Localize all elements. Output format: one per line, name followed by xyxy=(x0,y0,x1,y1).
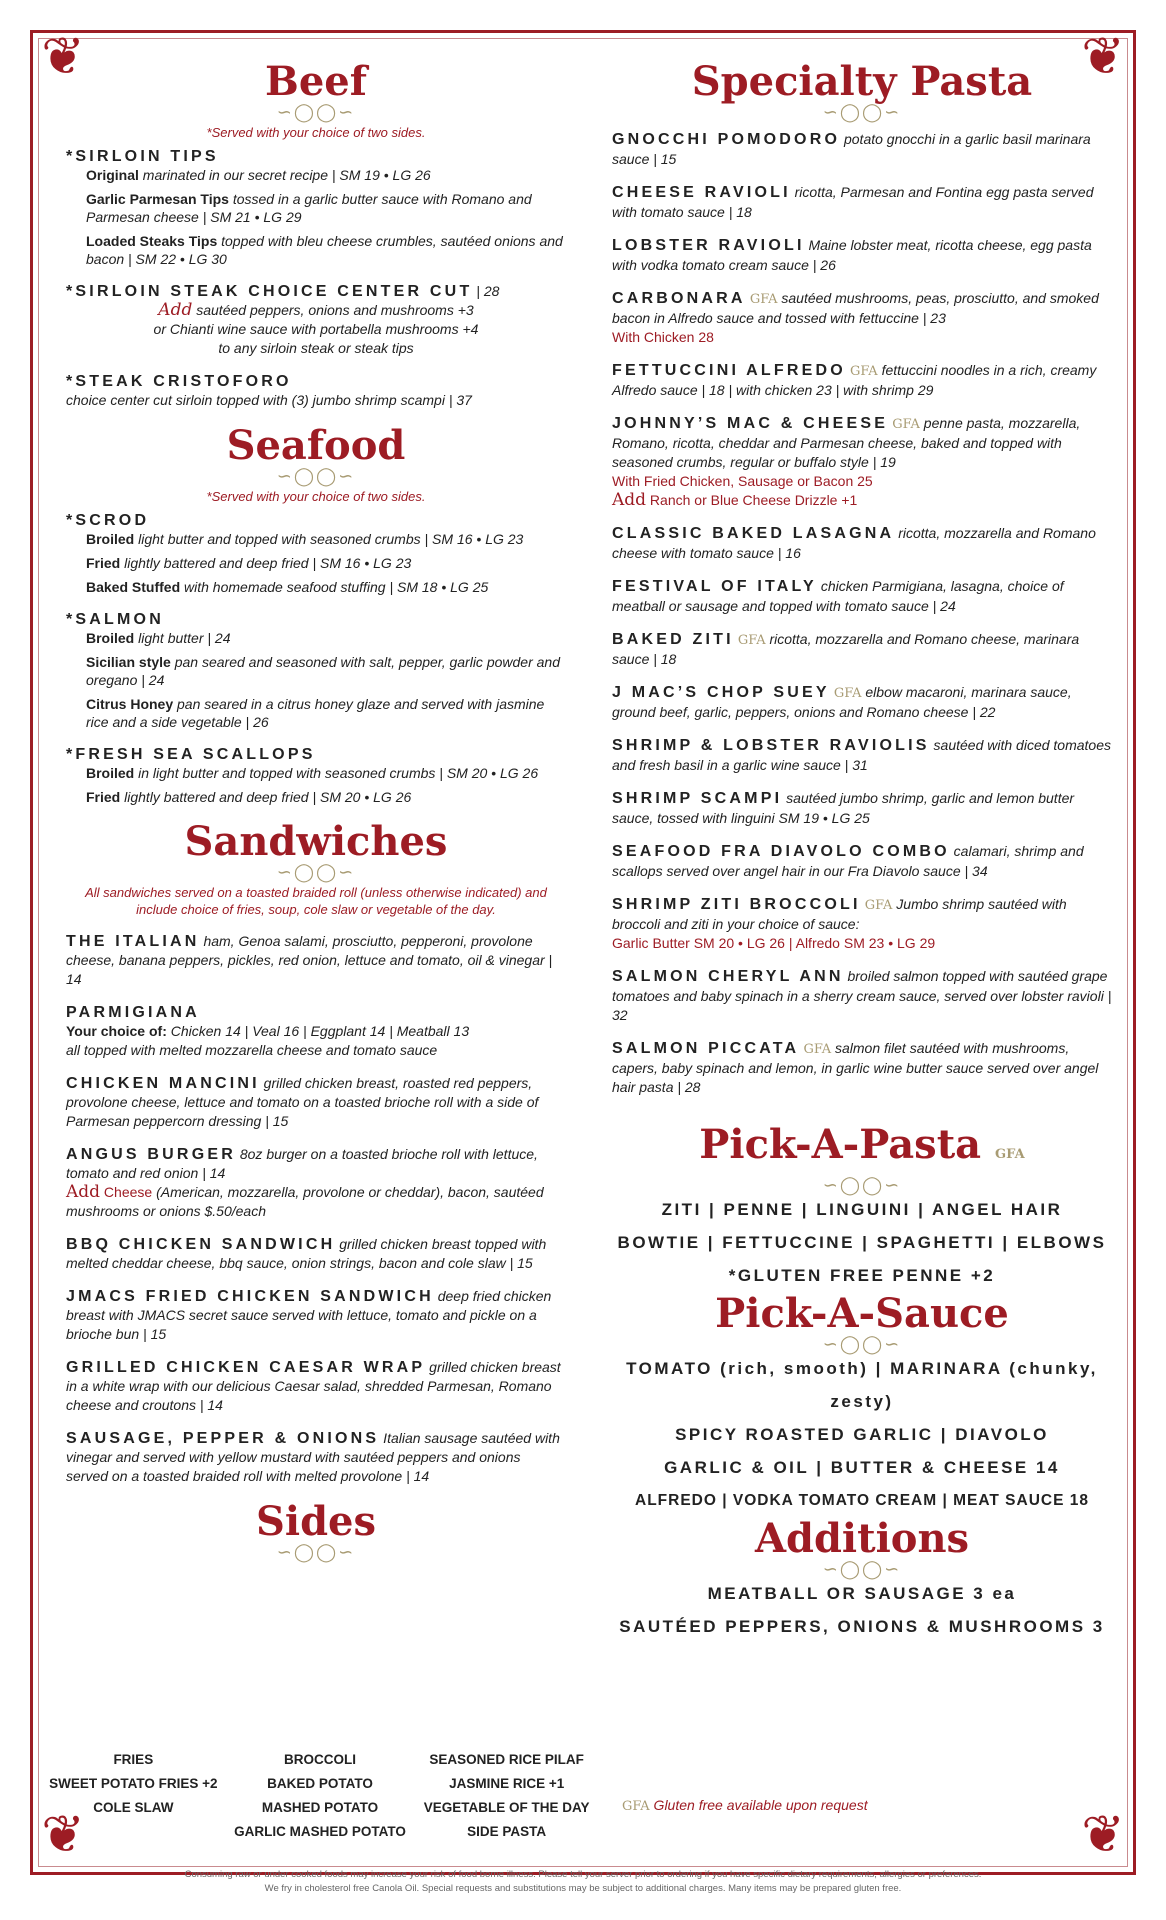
sauce-choices-3: GARLIC & OIL | BUTTER & CHEESE 14 xyxy=(664,1458,1060,1477)
pasta-item: SALMON CHERYL ANN broiled salmon topped with sautéed grape tomatoes and baby spinach in a sherry cream sauce, served over lobster ravioli | 32 xyxy=(612,968,1112,1023)
item-price: | 28 xyxy=(472,283,500,299)
pick-a-pasta-title: Pick-A-Pasta GFA xyxy=(699,1121,1025,1168)
side-item: GARLIC MASHED POTATO xyxy=(234,1824,406,1839)
sandwich-item: BBQ CHICKEN SANDWICH grilled chicken breast topped with melted cheddar cheese, bbq sauce, onion strings, bacon and cole slaw | 15 xyxy=(66,1236,547,1271)
sides-grid xyxy=(40,1752,600,1839)
pasta-item: CARBONARA GFA sautéed mushrooms, peas, prosciutto, and smoked bacon in Alfredo sauce and tossed with fettuccine | 23 With Chicken 28 xyxy=(612,290,1099,345)
corner-ornament-bottom-left: ❦ xyxy=(41,1805,85,1865)
pasta-item: BAKED ZITI GFA ricotta, mozzarella and Romano cheese, marinara sauce | 18 xyxy=(612,631,1080,667)
sauce-choices-4: ALFREDO | VODKA TOMATO CREAM | MEAT SAUCE 18 xyxy=(635,1492,1089,1509)
beef-title: Beef xyxy=(265,58,367,105)
pasta-item: SHRIMP SCAMPI sautéed jumbo shrimp, garlic and lemon butter sauce, tossed with linguini SM 19 • LG 25 xyxy=(612,790,1075,826)
salmon xyxy=(66,610,566,731)
gfa-legend: GFA Gluten free available upon request xyxy=(622,1797,868,1814)
swirl-divider: ∽◯◯∽ xyxy=(822,1559,902,1579)
sub-item: Broiled light butter and topped with seasoned crumbs | SM 16 • LG 23 xyxy=(86,531,524,547)
sirloin-choice-cut xyxy=(66,282,566,358)
pasta-item: J MAC’S CHOP SUEY GFA elbow macaroni, marinara sauce, ground beef, garlic, peppers, onions and Romano cheese | 22 xyxy=(612,684,1072,720)
swirl-divider: ∽◯◯∽ xyxy=(276,466,356,486)
swirl-divider: ∽◯◯∽ xyxy=(822,1175,902,1195)
pick-a-sauce-title: Pick-A-Sauce xyxy=(715,1290,1009,1337)
steak-cristoforo xyxy=(66,372,566,410)
swirl-divider: ∽◯◯∽ xyxy=(276,862,356,882)
pasta-item: CLASSIC BAKED LASAGNA ricotta, mozzarella and Romano cheese with tomato sauce | 16 xyxy=(612,525,1096,561)
side-item: BAKED POTATO xyxy=(267,1776,373,1791)
sandwich-item: CHICKEN MANCINI grilled chicken breast, roasted red peppers, provolone cheese, lettuce and tomato on a toasted brioche roll with a side of Parmesan peppercorn dressing | 15 xyxy=(66,1075,539,1129)
sandwich-item: PARMIGIANA Your choice of: Chicken 14 | Veal 16 | Eggplant 14 | Meatball 13 all topped with melted mozzarella cheese and tomato sauce xyxy=(66,1004,470,1058)
additions-line-1: MEATBALL OR SAUSAGE 3 ea xyxy=(707,1584,1017,1603)
item-name: *STEAK CRISTOFORO xyxy=(66,373,292,390)
specialty-pasta-title: Specialty Pasta xyxy=(691,58,1033,105)
item-desc: choice center cut sirloin topped with (3) jumbo shrimp scampi | 37 xyxy=(66,392,472,408)
pasta-item: JOHNNY’S MAC & CHEESE GFA penne pasta, mozzarella, Romano, ricotta, cheddar and Parmesan cheese, baked and topped with seasoned crumbs, regular or buffalo style | 19 With Fried Chicken, Sausage or Bacon 25 Add Ranch or Blue Cheese Drizzle +1 xyxy=(612,415,1081,510)
side-item: MASHED POTATO xyxy=(261,1800,379,1815)
sub-item: Citrus Honey pan seared in a citrus honey glaze and served with jasmine rice and a side vegetable | 26 xyxy=(86,696,545,730)
sub-item: Baked Stuffed with homemade seafood stuffing | SM 18 • LG 25 xyxy=(86,579,489,595)
add-on-text: Add sautéed peppers, onions and mushrooms +3 or Chianti wine sauce with portabella mushrooms +4 to any sirloin steak or steak tips xyxy=(153,300,479,356)
sauce-choices-1: TOMATO (rich, smooth) | MARINARA (chunky, zesty) xyxy=(626,1359,1098,1411)
sub-item: Loaded Steaks Tips topped with bleu cheese crumbles, sautéed onions and bacon | SM 22 • LG 30 xyxy=(86,233,563,267)
pasta-item: SEAFOOD FRA DIAVOLO COMBO calamari, shrimp and scallops served over angel hair in our Fra Diavolo sauce | 34 xyxy=(612,843,1084,879)
side-item xyxy=(40,1824,227,1839)
sub-item: Broiled light butter | 24 xyxy=(86,630,231,646)
footer-line: Consuming raw or under cooked foods may increase your risk of food borne illness. Please tell your server prior to ordering if you have specific dietary requirements, allergies or preferences. xyxy=(184,1869,982,1880)
seafood-title: Seafood xyxy=(226,422,406,469)
sirloin-tips xyxy=(66,147,566,268)
corner-ornament-top-right: ❦ xyxy=(1081,27,1125,87)
sides-title: Sides xyxy=(255,1498,377,1545)
pasta-item: SHRIMP & LOBSTER RAVIOLIS sautéed with diced tomatoes and fresh basil in a garlic wine sauce | 31 xyxy=(612,737,1111,773)
sub-item: Garlic Parmesan Tips tossed in a garlic butter sauce with Romano and Parmesan cheese | SM 21 • LG 29 xyxy=(86,191,532,225)
side-item: SWEET POTATO FRIES +2 xyxy=(49,1776,218,1791)
side-item: SIDE PASTA xyxy=(467,1824,547,1839)
side-item: COLE SLAW xyxy=(93,1800,174,1815)
sub-item: Sicilian style pan seared and seasoned with salt, pepper, garlic powder and oregano | 24 xyxy=(86,654,560,688)
side-item: FRIES xyxy=(113,1752,154,1767)
item-name: *SIRLOIN STEAK CHOICE CENTER CUT xyxy=(66,283,473,300)
sub-item: Broiled in light butter and topped with seasoned crumbs | SM 20 • LG 26 xyxy=(86,765,539,781)
item-name: *SIRLOIN TIPS xyxy=(66,148,219,165)
side-item: JASMINE RICE +1 xyxy=(449,1776,565,1791)
side-item: SEASONED RICE PILAF xyxy=(429,1752,584,1767)
item-name: *SALMON xyxy=(66,611,164,628)
right-column xyxy=(612,60,1112,1643)
sandwich-item: SAUSAGE, PEPPER & ONIONS Italian sausage sautéed with vinegar and served with yellow mustard with sautéed peppers and onions served on a toasted braided roll with melted provolone | 14 xyxy=(66,1430,560,1484)
sauce-choices-2: SPICY ROASTED GARLIC | DIAVOLO xyxy=(675,1425,1049,1444)
side-item: BROCCOLI xyxy=(283,1752,356,1767)
item-name: *FRESH SEA SCALLOPS xyxy=(66,746,316,763)
sub-item: Fried lightly battered and deep fried | SM 16 • LG 23 xyxy=(86,555,412,571)
pasta-choices-3: *GLUTEN FREE PENNE +2 xyxy=(728,1266,996,1285)
swirl-divider: ∽◯◯∽ xyxy=(822,1334,902,1354)
corner-ornament-bottom-right: ❦ xyxy=(1081,1805,1125,1865)
sandwich-item: ANGUS BURGER 8oz burger on a toasted brioche roll with lettuce, tomato and red onion | 14 Add Cheese (American, mozzarella, provolone or cheddar), bacon, sautéed mushrooms or onions $.50/each xyxy=(66,1146,544,1219)
item-name: *SCROD xyxy=(66,512,150,529)
swirl-divider: ∽◯◯∽ xyxy=(276,102,356,122)
sandwiches-title: Sandwiches xyxy=(184,818,448,865)
corner-ornament-top-left: ❦ xyxy=(41,27,85,87)
sub-item: Original marinated in our secret recipe | SM 19 • LG 26 xyxy=(86,167,431,183)
left-column xyxy=(66,60,566,1560)
pasta-item: GNOCCHI POMODORO potato gnocchi in a garlic basil marinara sauce | 15 xyxy=(612,131,1091,167)
footer-line: We fry in cholesterol free Canola Oil. Special requests and substitutions may be subject to additional charges. Many items may be prepared gluten free. xyxy=(264,1883,902,1894)
pasta-choices-1: ZITI | PENNE | LINGUINI | ANGEL HAIR xyxy=(661,1200,1063,1219)
scrod xyxy=(66,511,566,596)
pasta-item: FESTIVAL OF ITALY chicken Parmigiana, lasagna, choice of meatball or sausage and topped with tomato sauce | 24 xyxy=(612,578,1064,614)
swirl-divider: ∽◯◯∽ xyxy=(276,1542,356,1562)
sub-item: Fried lightly battered and deep fried | SM 20 • LG 26 xyxy=(86,789,412,805)
swirl-divider: ∽◯◯∽ xyxy=(822,102,902,122)
additions-line-2: SAUTÉED PEPPERS, ONIONS & MUSHROOMS 3 xyxy=(619,1617,1105,1636)
beef-note: *Served with your choice of two sides. xyxy=(206,125,426,140)
pasta-choices-2: BOWTIE | FETTUCCINE | SPAGHETTI | ELBOWS xyxy=(617,1233,1107,1252)
footer-disclaimer xyxy=(60,1868,1106,1896)
sandwich-item: JMACS FRIED CHICKEN SANDWICH deep fried chicken breast with JMACS secret sauce served with lettuce, tomato and pickle on a brioche bun | 15 xyxy=(66,1288,552,1342)
additions-title: Additions xyxy=(754,1515,970,1562)
sandwiches-note: All sandwiches served on a toasted braided roll (unless otherwise indicated) and include choice of fries, soup, cole slaw or vegetable of the day. xyxy=(85,885,547,917)
side-item: VEGETABLE OF THE DAY xyxy=(423,1800,590,1815)
sandwich-item: THE ITALIAN ham, Genoa salami, prosciutto, pepperoni, provolone cheese, banana peppers, pickles, red onion, lettuce and tomato, oil & vinegar | 14 xyxy=(66,933,553,987)
pasta-item: CHEESE RAVIOLI ricotta, Parmesan and Fontina egg pasta served with tomato sauce | 18 xyxy=(612,184,1094,220)
pasta-item: FETTUCCINI ALFREDO GFA fettuccini noodles in a rich, creamy Alfredo sauce | 18 | with chicken 23 | with shrimp 29 xyxy=(612,362,1097,398)
sea-scallops xyxy=(66,745,566,806)
pasta-item: SHRIMP ZITI BROCCOLI GFA Jumbo shrimp sautéed with broccoli and ziti in your choice of sauce: Garlic Butter SM 20 • LG 26 | Alfredo SM 23 • LG 29 xyxy=(612,896,1067,951)
pasta-item: LOBSTER RAVIOLI Maine lobster meat, ricotta cheese, egg pasta with vodka tomato cream sauce | 26 xyxy=(612,237,1092,273)
seafood-note: *Served with your choice of two sides. xyxy=(206,489,426,504)
sandwich-item: GRILLED CHICKEN CAESAR WRAP grilled chicken breast in a white wrap with our delicious Caesar salad, shredded Parmesan, Romano cheese and croutons | 14 xyxy=(66,1359,561,1413)
pasta-item: SALMON PICCATA GFA salmon filet sautéed with mushrooms, capers, baby spinach and lemon, in garlic wine butter sauce served over angel hair pasta | 28 xyxy=(612,1040,1099,1095)
